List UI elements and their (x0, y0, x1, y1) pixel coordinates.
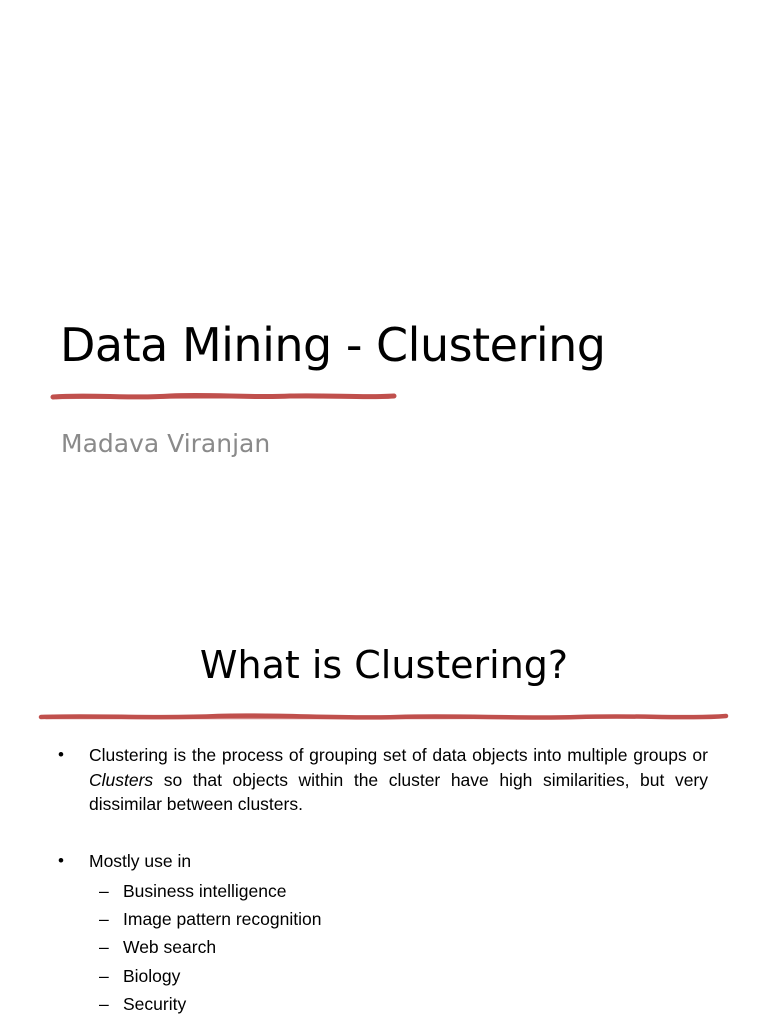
sub-bullet-item (89, 905, 708, 933)
dash-icon: – (99, 965, 109, 986)
sub-bullet-list (89, 877, 708, 1018)
slide-subtitle: Madava Viranjan (61, 429, 271, 458)
bullet-icon: • (58, 850, 64, 870)
bullet-icon: • (58, 745, 64, 764)
slide-title: What is Clustering? (199, 643, 569, 687)
sub-bullet-text: Web search (123, 937, 217, 958)
title-underline (50, 389, 400, 405)
bullet-item (58, 849, 708, 1018)
sub-bullet-item (89, 962, 708, 990)
dash-icon: – (99, 909, 109, 930)
dash-icon: – (99, 993, 109, 1014)
bullet-item (58, 743, 708, 817)
sub-bullet-item (89, 933, 708, 961)
bullet-text-part: Clustering is the process of grouping set of data objects into multiple groups or (89, 745, 708, 765)
sub-bullet-item (89, 990, 708, 1018)
sub-bullet-text: Image pattern recognition (123, 909, 322, 930)
slide-title: Data Mining - Clustering (60, 318, 606, 372)
bullet-list (58, 743, 708, 1018)
content-slide (0, 512, 768, 1024)
bullet-text: Mostly use in (89, 850, 192, 871)
sub-bullet-text: Security (123, 993, 187, 1014)
sub-bullet-text: Business intelligence (123, 881, 287, 901)
dash-icon: – (99, 937, 109, 958)
bullet-text-part: so that objects within the cluster have high similarities, but very dissimilar between clusters. (89, 769, 708, 814)
title-underline (38, 710, 730, 726)
bullet-text (89, 743, 708, 817)
dash-icon: – (99, 881, 109, 901)
emphasized-term: Clusters (89, 769, 154, 790)
sub-bullet-item (89, 877, 708, 905)
sub-bullet-text: Biology (123, 965, 181, 986)
